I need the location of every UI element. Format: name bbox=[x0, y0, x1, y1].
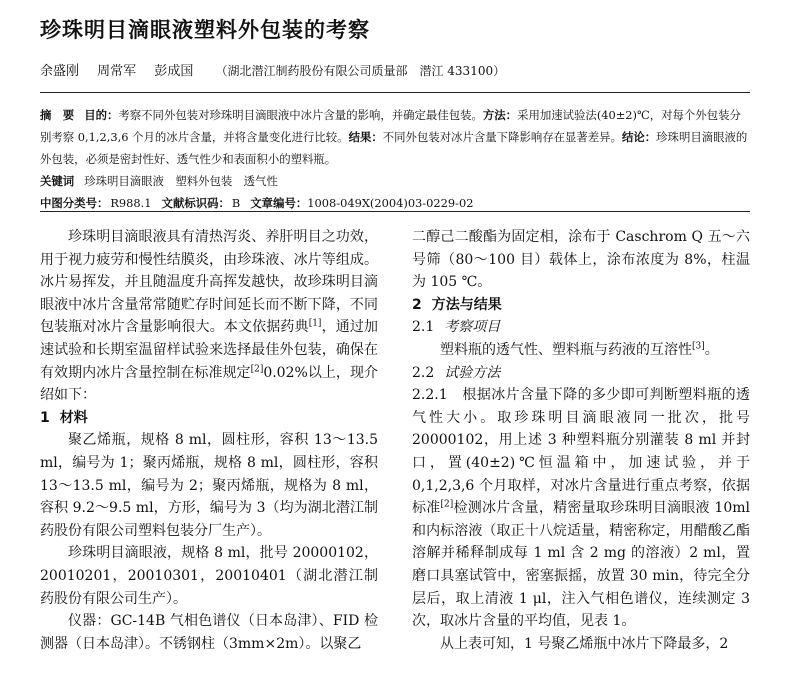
citation: [3] bbox=[692, 341, 705, 352]
keywords-text: 珍珠明目滴眼液 塑料外包装 透气性 bbox=[84, 174, 278, 188]
subsection-number: 2.1 bbox=[412, 319, 435, 336]
method-label: 方法： bbox=[482, 108, 518, 122]
right-column bbox=[412, 226, 750, 655]
article-number-value: 1008-049X(2004)03-0229-02 bbox=[307, 196, 474, 210]
purpose-text: 考察不同外包装对珍珠明目滴眼液中冰片含量的影响，并确定最佳包装。 bbox=[118, 108, 483, 122]
method-text: 采用加速试验法(40±2)℃，对每个外包装分别考察 0,1,2,3,6 个月的冰片含量，并将含量变化进行比较。 bbox=[40, 108, 741, 144]
author-line bbox=[40, 60, 505, 79]
intro-paragraph bbox=[40, 226, 378, 407]
conclusion-label: 结论： bbox=[621, 130, 657, 144]
section-number: 1 bbox=[40, 409, 50, 426]
author-affiliation: （湖北潜江制药股份有限公司质量部 潜江 433100） bbox=[215, 64, 506, 78]
items-text: 。 bbox=[704, 341, 719, 358]
author-name: 周常军 bbox=[97, 64, 137, 79]
citation: [2] bbox=[250, 363, 264, 374]
purpose-label: 目的： bbox=[84, 108, 119, 122]
result-label: 结果： bbox=[348, 130, 383, 144]
clc-value: R988.1 bbox=[110, 196, 152, 210]
items-paragraph bbox=[412, 339, 750, 362]
materials-paragraph: 珍珠明目滴眼液，规格 8 ml，批号 20000102，20010201，20010301，20010401（湖北潜江制药股份有限公司生产）。 bbox=[40, 545, 378, 607]
continued-paragraph: 二醇己二酸酯为固定相，涂布于 Caschrom Q 五～六号筛（80～100 目）载体上，涂布浓度为 8%，柱温为 105 ℃。 bbox=[412, 229, 750, 291]
citation: [1] bbox=[308, 318, 322, 329]
intro-text: ，通过加速试验和长期室温留样试验来选择最佳外包装，确保在有效期内冰片含量控制在标准规定 bbox=[40, 319, 379, 381]
keywords-line bbox=[40, 170, 752, 192]
instrument-paragraph: 仪器：GC-14B 气相色谱仪（日本岛津）、FID 检测器（日本岛津）。不锈钢柱（3mm×2m）。以聚乙 bbox=[40, 613, 378, 652]
author-name: 彭成国 bbox=[154, 64, 194, 79]
section-number: 2 bbox=[412, 296, 422, 313]
subsection-number: 2.2 bbox=[412, 364, 435, 381]
divider-top bbox=[40, 92, 750, 93]
doc-code-value: B bbox=[231, 196, 241, 210]
method-paragraph bbox=[412, 384, 750, 633]
section-title: 材料 bbox=[59, 409, 88, 426]
citation: [2] bbox=[440, 499, 454, 510]
materials-paragraph: 聚乙烯瓶，规格 8 ml，圆柱形，容积 13～13.5 ml，编号为 1；聚丙烯瓶，规格 8 ml，圆柱形，容积 13～13.5 ml，编号为 2；聚丙烯瓶，规格为 8 ml，容积 9.2～9.5 ml，方形，编号为 3（均为湖北潜江制药股份有限公司塑料包装分厂生产）。 bbox=[40, 432, 378, 539]
doc-code-label: 文献标识码： bbox=[161, 196, 230, 210]
section-heading-methods bbox=[412, 294, 750, 317]
paper-title: 珍珠明目滴眼液塑料外包装的考察 bbox=[40, 18, 370, 42]
abstract-block bbox=[40, 104, 752, 214]
subsection-heading bbox=[412, 362, 750, 385]
results-paragraph: 从上表可知，1 号聚乙烯瓶中冰片下降最多，2 bbox=[440, 635, 729, 652]
abstract-text bbox=[40, 104, 752, 170]
intro-text: 珍珠明目滴眼液具有清热泻炎、养肝明目之功效，用于视力疲劳和慢性结膜炎，由珍珠液、冰片等组成。冰片易挥发，并且随温度升高挥发越快，故珍珠明目滴眼液中冰片含量常常随贮存时间延长而不断下降，不同包装瓶对冰片含量影响很大。本文依据药典 bbox=[40, 229, 378, 336]
subsection-heading bbox=[412, 316, 750, 339]
abstract-label: 摘 要 bbox=[40, 108, 75, 122]
items-text: 塑料瓶的透气性、塑料瓶与药液的互溶性 bbox=[440, 341, 692, 358]
keywords-label: 关键词 bbox=[40, 174, 75, 188]
section-heading-materials bbox=[40, 407, 378, 430]
intro-text: 0.02%以上，现介绍如下： bbox=[40, 364, 378, 404]
method-text: 检测冰片含量，精密量取珍珠明目滴眼液 10ml 和内标溶液（取正十八烷适量，精密称定，用醋酸乙酯溶解并稀释制成每 1 ml 含 2 mg 的溶液）2 ml，置磨口具塞试管中，密塞振摇，放置 30 min，待完全分层后，取上清液 1 μl，注入气相色谱仪，连续测定 3 次，取冰片含量的平均值，见表 1。 bbox=[412, 500, 750, 630]
method-text: 2.2.1 根据冰片含量下降的多少即可判断塑料瓶的透气性大小。取珍珠明目滴眼液同一批次，批号 20000102，用上述 3 种塑料瓶分别灌装 8 ml 并封口，置(40±2)℃恒温箱中，加速试验，并于 0,1,2,3,6 个月取样，对冰片含量进行重点考察，依据标准 bbox=[412, 387, 750, 517]
left-column bbox=[40, 226, 378, 655]
divider-bottom bbox=[40, 211, 750, 212]
article-number-label: 文章编号： bbox=[250, 196, 308, 210]
result-text: 不同外包装对冰片含量下降影响存在显著差异。 bbox=[382, 130, 622, 144]
conclusion-text: 珍珠明目滴眼液的外包装，必须是密封性好、透气性少和表面积小的塑料瓶。 bbox=[40, 130, 748, 166]
section-title: 方法与结果 bbox=[431, 296, 502, 313]
clc-label: 中图分类号： bbox=[40, 196, 109, 210]
subsection-title: 试验方法 bbox=[444, 364, 501, 381]
subsection-title: 考察项目 bbox=[444, 319, 501, 336]
author-name: 余盛刚 bbox=[40, 64, 80, 79]
